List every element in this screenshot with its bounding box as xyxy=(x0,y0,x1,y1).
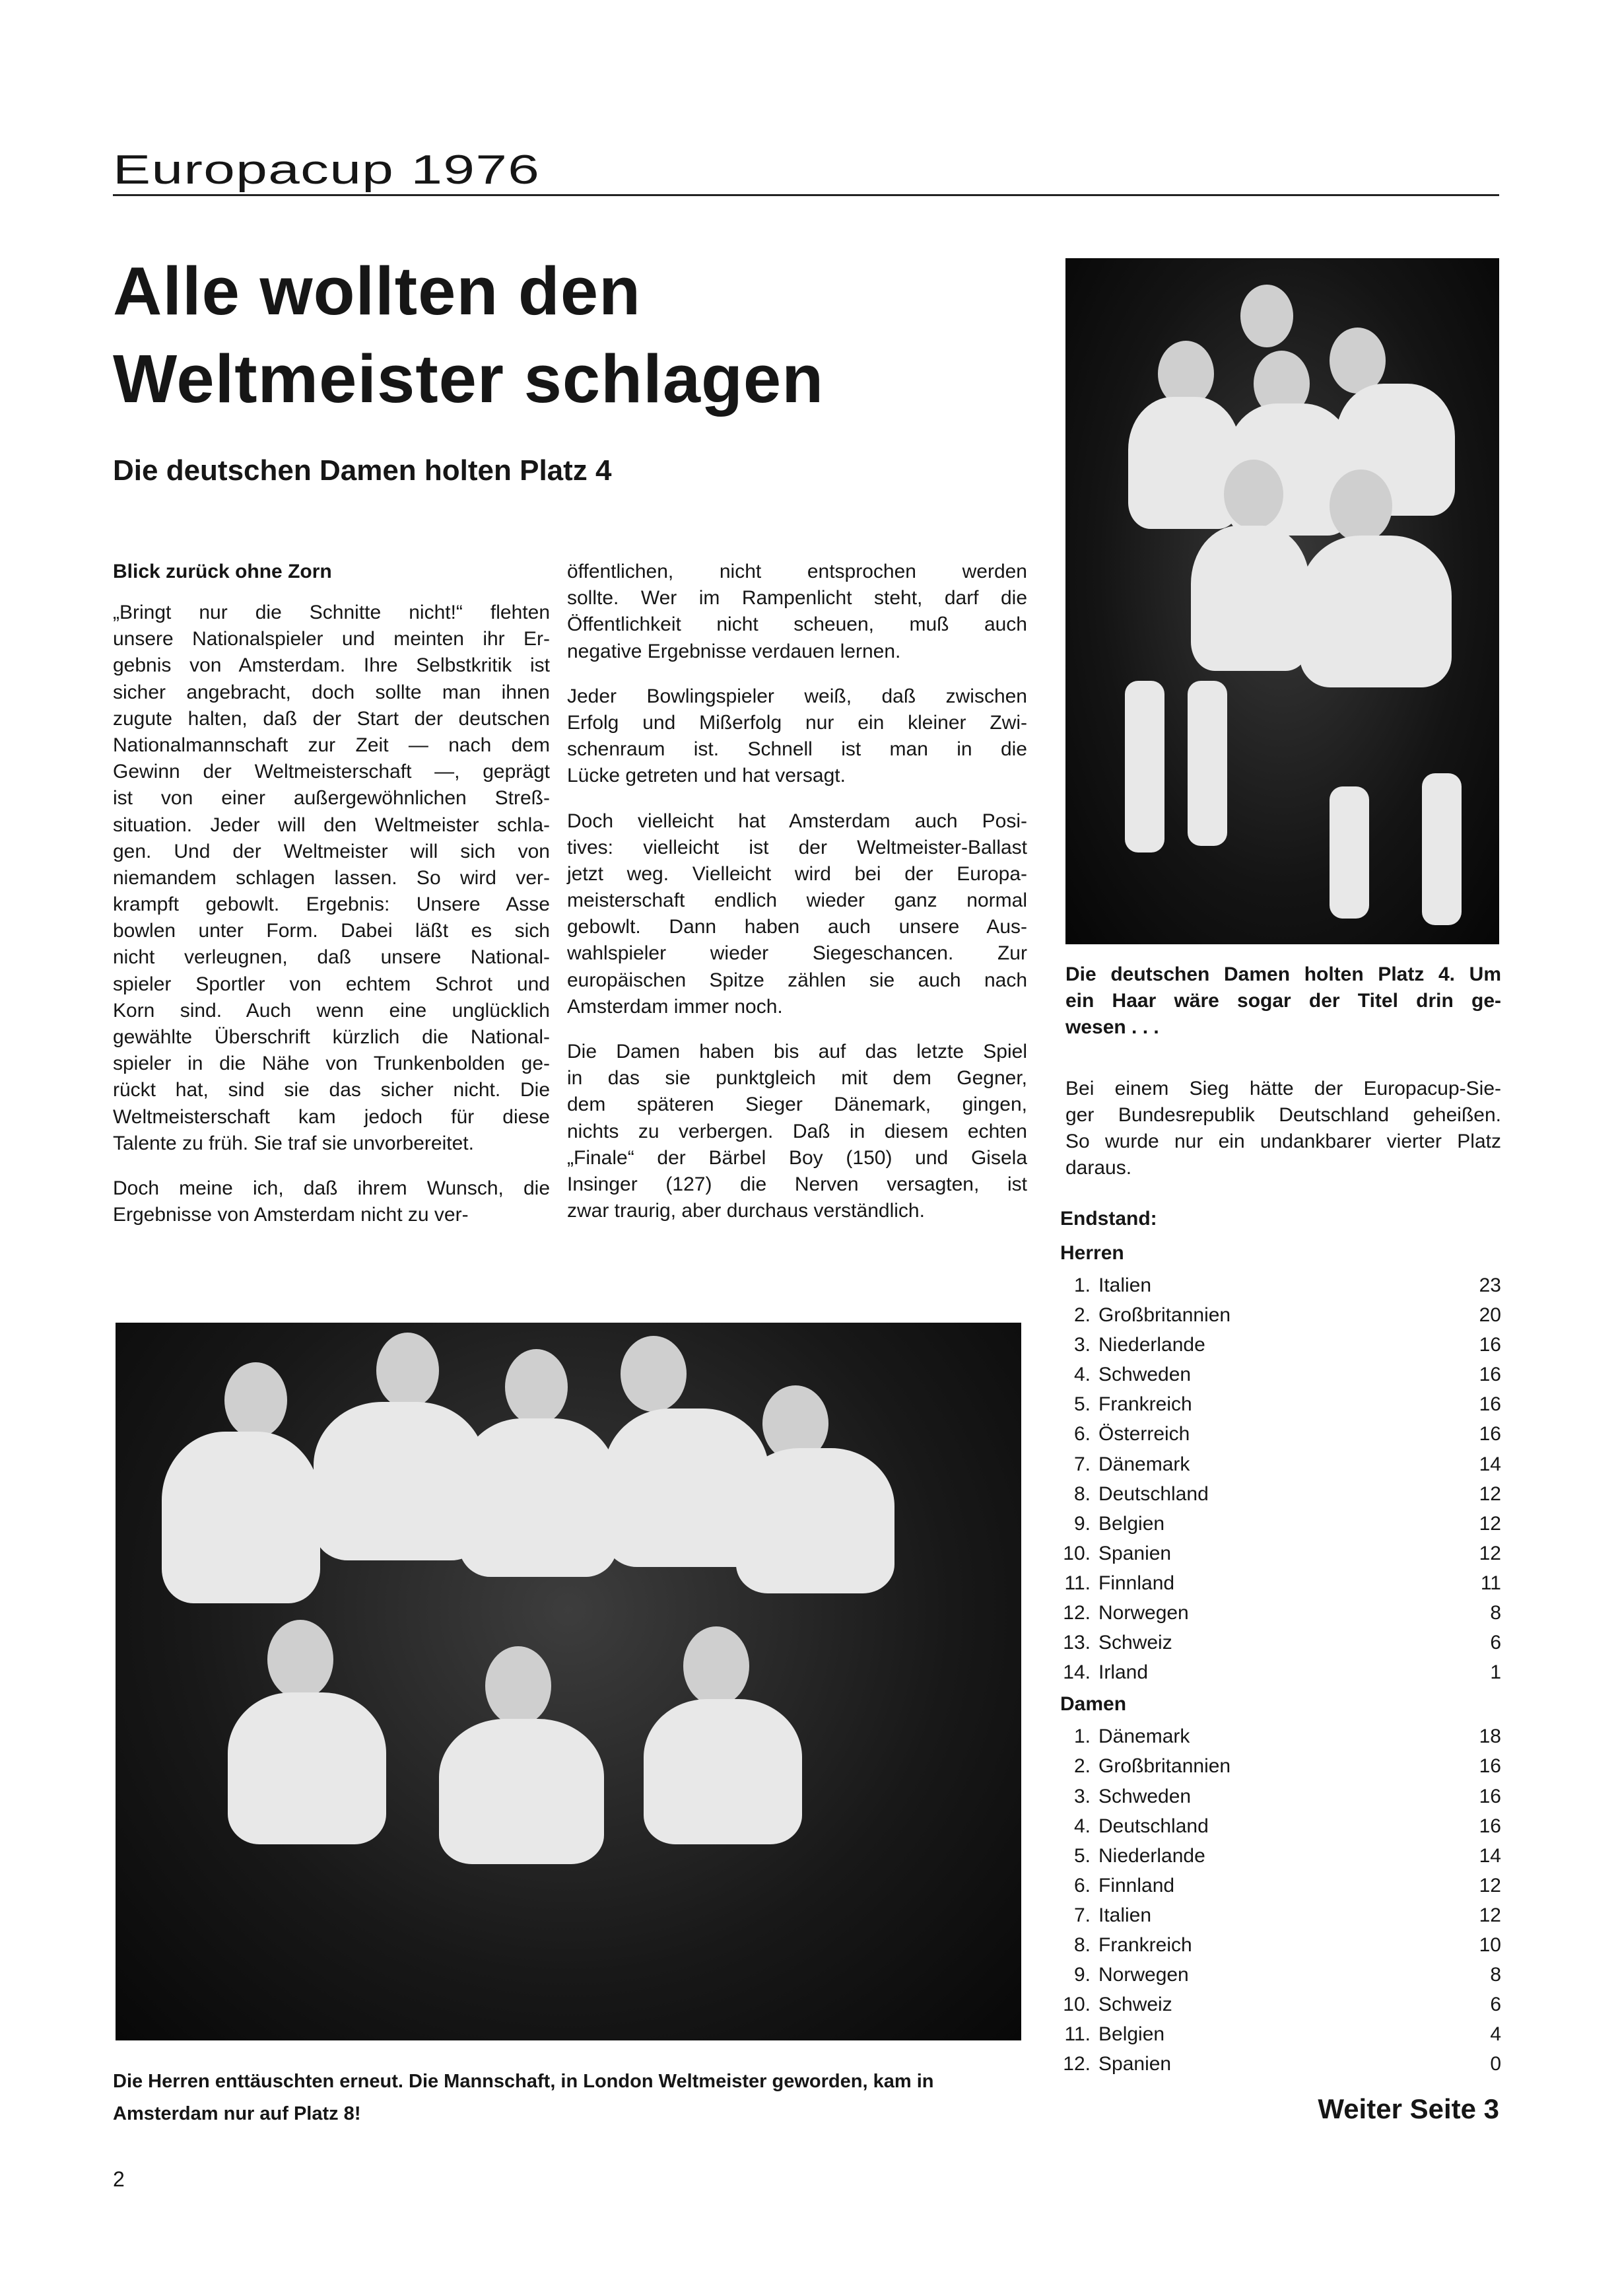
paragraph xyxy=(567,559,1027,665)
rank: 3. xyxy=(1073,1334,1091,1356)
table-row xyxy=(1060,1990,1501,2019)
caption-line: wesen . . . xyxy=(1065,1016,1159,1039)
text-line: Bei einem Sieg hätte der Europacup-Sie- xyxy=(1065,1077,1501,1099)
team-name: Frankreich xyxy=(1098,1933,1192,1956)
text-line: Die Damen haben bis auf das letzte Spiel xyxy=(567,1041,1027,1062)
paragraph xyxy=(1065,1076,1501,1182)
text-line: ist von einer außergewöhnlichen Streß- xyxy=(113,787,550,810)
text-line: Korn sind. Auch wenn eine unglücklich xyxy=(113,999,550,1022)
standings-group-heading: Damen xyxy=(1060,1693,1127,1716)
men-photo-caption: Die Herren enttäuschten erneut. Die Mannschaft, in London Weltmeister geworden, kam in Amsterdam nur auf Platz 8! xyxy=(113,2071,934,2124)
text-line: unsere Nationalspieler und meinten ihr Er- xyxy=(113,628,550,650)
text-line: europäischen Spitze zählen sie auch nach xyxy=(567,969,1027,991)
text-line: situation. Jeder will den Weltmeister schla- xyxy=(113,814,550,836)
team-name: Italien xyxy=(1098,1274,1152,1296)
rank: 9. xyxy=(1073,1512,1091,1535)
team-name: Deutschland xyxy=(1098,1815,1209,1837)
points: 0 xyxy=(1490,2053,1501,2075)
rank: 6. xyxy=(1073,1423,1091,1445)
team-name: Belgien xyxy=(1098,1512,1165,1535)
table-row xyxy=(1060,1479,1501,1509)
table-row xyxy=(1060,1449,1501,1479)
header-rule xyxy=(113,194,1499,196)
table-row xyxy=(1060,1509,1501,1539)
points: 20 xyxy=(1479,1304,1501,1327)
text-line: Doch meine ich, daß ihrem Wunsch, die xyxy=(113,1177,550,1199)
text-line: niemandem schlagen lassen. So wird ver- xyxy=(113,866,550,889)
table-row xyxy=(1060,1871,1501,1900)
points: 12 xyxy=(1479,1874,1501,1896)
text-line: gebnis von Amsterdam. Ihre Selbstkritik ist xyxy=(113,654,550,677)
column-paragraphs xyxy=(113,600,550,1228)
table-row xyxy=(1060,1270,1501,1300)
text-line: spieler Sportler von echtem Schrot und xyxy=(113,973,550,995)
points: 16 xyxy=(1479,1755,1501,1778)
rank: 11. xyxy=(1064,1572,1091,1594)
rank: 2. xyxy=(1073,1755,1091,1778)
team-name: Norwegen xyxy=(1098,1602,1189,1624)
text-line: zwar traurig, aber durchaus verständlich. xyxy=(567,1200,925,1222)
text-line: in das sie punktgleich mit dem Gegner, xyxy=(567,1067,1027,1090)
text-line: gen. Und der Weltmeister will sich von xyxy=(113,840,550,862)
points: 12 xyxy=(1479,1482,1501,1505)
rank: 6. xyxy=(1073,1874,1091,1896)
text-line: Amsterdam immer noch. xyxy=(567,995,783,1018)
team-name: Finnland xyxy=(1098,1572,1175,1594)
section-kicker: Europacup 1976 xyxy=(113,147,541,193)
points: 16 xyxy=(1479,1334,1501,1356)
rank: 3. xyxy=(1073,1785,1091,1807)
paragraph xyxy=(567,808,1027,1021)
team-name: Schweiz xyxy=(1098,1632,1172,1654)
team-name: Deutschland xyxy=(1098,1482,1209,1505)
team-name: Italien xyxy=(1098,1904,1152,1926)
paragraph xyxy=(567,1039,1027,1224)
points: 16 xyxy=(1479,1423,1501,1445)
table-row xyxy=(1060,1628,1501,1657)
team-name: Großbritannien xyxy=(1098,1755,1231,1778)
points: 12 xyxy=(1479,1904,1501,1926)
text-line: wahlspieler wieder Siegeschancen. Zur xyxy=(567,942,1027,965)
team-name: Niederlande xyxy=(1098,1844,1205,1867)
paragraph-gap xyxy=(113,1157,550,1175)
table-row xyxy=(1060,1300,1501,1330)
team-name: Spanien xyxy=(1098,1542,1172,1564)
text-line: Doch vielleicht hat Amsterdam auch Posi- xyxy=(567,810,1027,832)
men-team-photo xyxy=(116,1323,1021,2040)
points: 16 xyxy=(1479,1785,1501,1807)
paragraph xyxy=(113,1175,550,1228)
team-name: Belgien xyxy=(1098,2023,1165,2046)
table-row xyxy=(1060,1751,1501,1781)
paragraph-gap xyxy=(567,790,1027,808)
text-line: „Finale“ der Bärbel Boy (150) und Gisela xyxy=(567,1146,1027,1169)
rank: 7. xyxy=(1073,1453,1091,1475)
table-row xyxy=(1060,1960,1501,1990)
team-name: Schweden xyxy=(1098,1364,1192,1386)
points: 1 xyxy=(1490,1661,1501,1684)
rank: 5. xyxy=(1073,1844,1091,1867)
text-line: Weltmeisterschaft kam jedoch für diese xyxy=(113,1105,550,1128)
text-line: daraus. xyxy=(1065,1157,1132,1179)
text-line: Jeder Bowlingspieler weiß, daß zwischen xyxy=(567,685,1027,707)
points: 11 xyxy=(1480,1572,1501,1594)
points: 16 xyxy=(1479,1364,1501,1386)
rank: 8. xyxy=(1073,1482,1091,1505)
team-name: Schweiz xyxy=(1098,1994,1172,2016)
rank: 11. xyxy=(1064,2023,1091,2046)
table-row xyxy=(1060,2049,1501,2079)
paragraph-gap xyxy=(567,1020,1027,1039)
headline-line-2: Weltmeister schlagen xyxy=(113,341,825,417)
text-line: meisterschaft endlich wieder ganz normal xyxy=(567,889,1027,912)
caption-line: ein Haar wäre sogar der Titel drin ge- xyxy=(1065,990,1501,1012)
text-line: tives: vielleicht ist der Weltmeister-Ballast xyxy=(567,836,1027,858)
points: 16 xyxy=(1479,1815,1501,1837)
text-line: Talente zu früh. Sie traf sie unvorbereitet. xyxy=(113,1132,474,1154)
rank: 12. xyxy=(1063,1602,1091,1624)
standings-groups xyxy=(1060,1236,1501,2079)
text-line: Ergebnisse von Amsterdam nicht zu ver- xyxy=(113,1204,469,1226)
women-team-photo xyxy=(1065,258,1499,944)
paragraph xyxy=(567,683,1027,790)
continued-on-page: Weiter Seite 3 xyxy=(1318,2093,1499,2124)
rank: 4. xyxy=(1073,1815,1091,1837)
table-row xyxy=(1060,1930,1501,1960)
team-name: Norwegen xyxy=(1098,1964,1189,1986)
column-subheading: Blick zurück ohne Zorn xyxy=(113,561,332,582)
points: 16 xyxy=(1479,1393,1501,1416)
points: 12 xyxy=(1479,1542,1501,1564)
rank: 12. xyxy=(1063,2053,1091,2075)
points: 4 xyxy=(1490,2023,1501,2046)
points: 8 xyxy=(1490,1964,1501,1986)
paragraph-gap xyxy=(567,665,1027,683)
text-line: nichts zu verbergen. Daß in diesem echten xyxy=(567,1120,1027,1142)
table-row xyxy=(1060,1900,1501,1930)
text-line: schenraum ist. Schnell ist man in die xyxy=(567,738,1027,761)
table-row xyxy=(1060,1330,1501,1360)
rank: 7. xyxy=(1073,1904,1091,1926)
table-row xyxy=(1060,1419,1501,1449)
table-row xyxy=(1060,1722,1501,1751)
rank: 1. xyxy=(1073,1274,1091,1296)
page-number: 2 xyxy=(113,2167,125,2191)
text-line: spieler in die Nähe von Trunkenbolden ge- xyxy=(113,1053,550,1075)
column-paragraphs xyxy=(567,559,1027,1224)
text-line: Lücke getreten und hat versagt. xyxy=(567,765,846,787)
text-line: krampft gebowlt. Ergebnis: Unsere Asse xyxy=(113,893,550,916)
points: 14 xyxy=(1479,1844,1501,1867)
points: 14 xyxy=(1479,1453,1501,1475)
team-name: Spanien xyxy=(1098,2053,1172,2075)
text-line: Erfolg und Mißerfolg nur ein kleiner Zwi- xyxy=(567,711,1027,734)
headline-line-1: Alle wollten den xyxy=(113,253,642,329)
article-column-1 xyxy=(113,559,550,1228)
column-paragraphs xyxy=(1065,1076,1501,1182)
text-line: sollte. Wer im Rampenlicht steht, darf die xyxy=(567,587,1027,609)
points: 6 xyxy=(1490,1632,1501,1654)
points: 8 xyxy=(1490,1602,1501,1624)
subtitle: Die deutschen Damen holten Platz 4 xyxy=(113,454,612,487)
table-row xyxy=(1060,1841,1501,1871)
team-name: Niederlande xyxy=(1098,1334,1205,1356)
text-line: rückt hat, sind sie das sicher nicht. Die xyxy=(113,1079,550,1101)
rank: 13. xyxy=(1063,1632,1091,1654)
caption-line: Die deutschen Damen holten Platz 4. Um xyxy=(1065,963,1501,985)
table-row xyxy=(1060,1389,1501,1419)
sidebar-column xyxy=(1065,961,1501,1181)
team-name: Großbritannien xyxy=(1098,1304,1231,1327)
article-column-2 xyxy=(567,559,1027,1224)
rank: 2. xyxy=(1073,1304,1091,1327)
standings-group-heading: Herren xyxy=(1060,1242,1124,1264)
women-photo-caption xyxy=(1065,961,1501,1041)
text-line: bowlen unter Form. Dabei läßt es sich xyxy=(113,920,550,942)
rank: 9. xyxy=(1073,1964,1091,1986)
points: 10 xyxy=(1479,1933,1501,1956)
table-row xyxy=(1060,1782,1501,1811)
standings-title: Endstand: xyxy=(1060,1208,1157,1230)
team-name: Finnland xyxy=(1098,1874,1175,1896)
rank: 10. xyxy=(1063,1994,1091,2016)
team-name: Dänemark xyxy=(1098,1453,1190,1475)
points: 12 xyxy=(1479,1512,1501,1535)
team-name: Irland xyxy=(1098,1661,1149,1684)
table-row xyxy=(1060,1811,1501,1841)
team-name: Österreich xyxy=(1098,1423,1190,1445)
rank: 5. xyxy=(1073,1393,1091,1416)
text-line: nicht verleugnen, daß unsere National- xyxy=(113,946,550,969)
text-line: „Bringt nur die Schnitte nicht!“ flehten xyxy=(113,602,550,623)
table-row xyxy=(1060,1657,1501,1687)
text-line: So wurde nur ein undankbarer vierter Platz xyxy=(1065,1130,1501,1152)
text-line: zugute halten, daß der Start der deutschen xyxy=(113,707,550,730)
rank: 1. xyxy=(1073,1725,1091,1748)
team-name: Frankreich xyxy=(1098,1393,1192,1416)
standings-table xyxy=(1060,1202,1501,2079)
text-line: ger Bundesrepublik Deutschland geheißen. xyxy=(1065,1103,1501,1126)
text-line: Öffentlichkeit nicht scheuen, muß auch xyxy=(567,613,1027,636)
table-row xyxy=(1060,1360,1501,1389)
table-row xyxy=(1060,1568,1501,1598)
text-line: gewählte Überschrift kürzlich die National- xyxy=(113,1026,550,1048)
points: 18 xyxy=(1479,1725,1501,1748)
text-line: Gewinn der Weltmeisterschaft —, geprägt xyxy=(113,761,550,783)
text-line: negative Ergebnisse verdauen lernen. xyxy=(567,640,901,662)
text-line: sicher angebracht, doch sollte man ihnen xyxy=(113,681,550,703)
text-line: jetzt weg. Vielleicht wird bei der Europa- xyxy=(567,862,1027,885)
points: 6 xyxy=(1490,1994,1501,2016)
paragraph xyxy=(113,600,550,1157)
text-line: öffentlichen, nicht entsprochen werden xyxy=(567,561,1027,582)
table-row xyxy=(1060,2019,1501,2049)
team-name: Dänemark xyxy=(1098,1725,1190,1748)
text-line: Nationalmannschaft zur Zeit — nach dem xyxy=(113,734,550,756)
team-name: Schweden xyxy=(1098,1785,1192,1807)
table-row xyxy=(1060,1539,1501,1568)
text-line: dem späteren Sieger Dänemark, gingen, xyxy=(567,1094,1027,1116)
text-line: gebowlt. Dann haben auch unsere Aus- xyxy=(567,916,1027,938)
rank: 10. xyxy=(1063,1542,1091,1564)
rank: 14. xyxy=(1063,1661,1091,1684)
rank: 4. xyxy=(1073,1364,1091,1386)
rank: 8. xyxy=(1073,1933,1091,1956)
table-row xyxy=(1060,1598,1501,1628)
points: 23 xyxy=(1479,1274,1501,1296)
text-line: Insinger (127) die Nerven versagten, ist xyxy=(567,1173,1027,1195)
